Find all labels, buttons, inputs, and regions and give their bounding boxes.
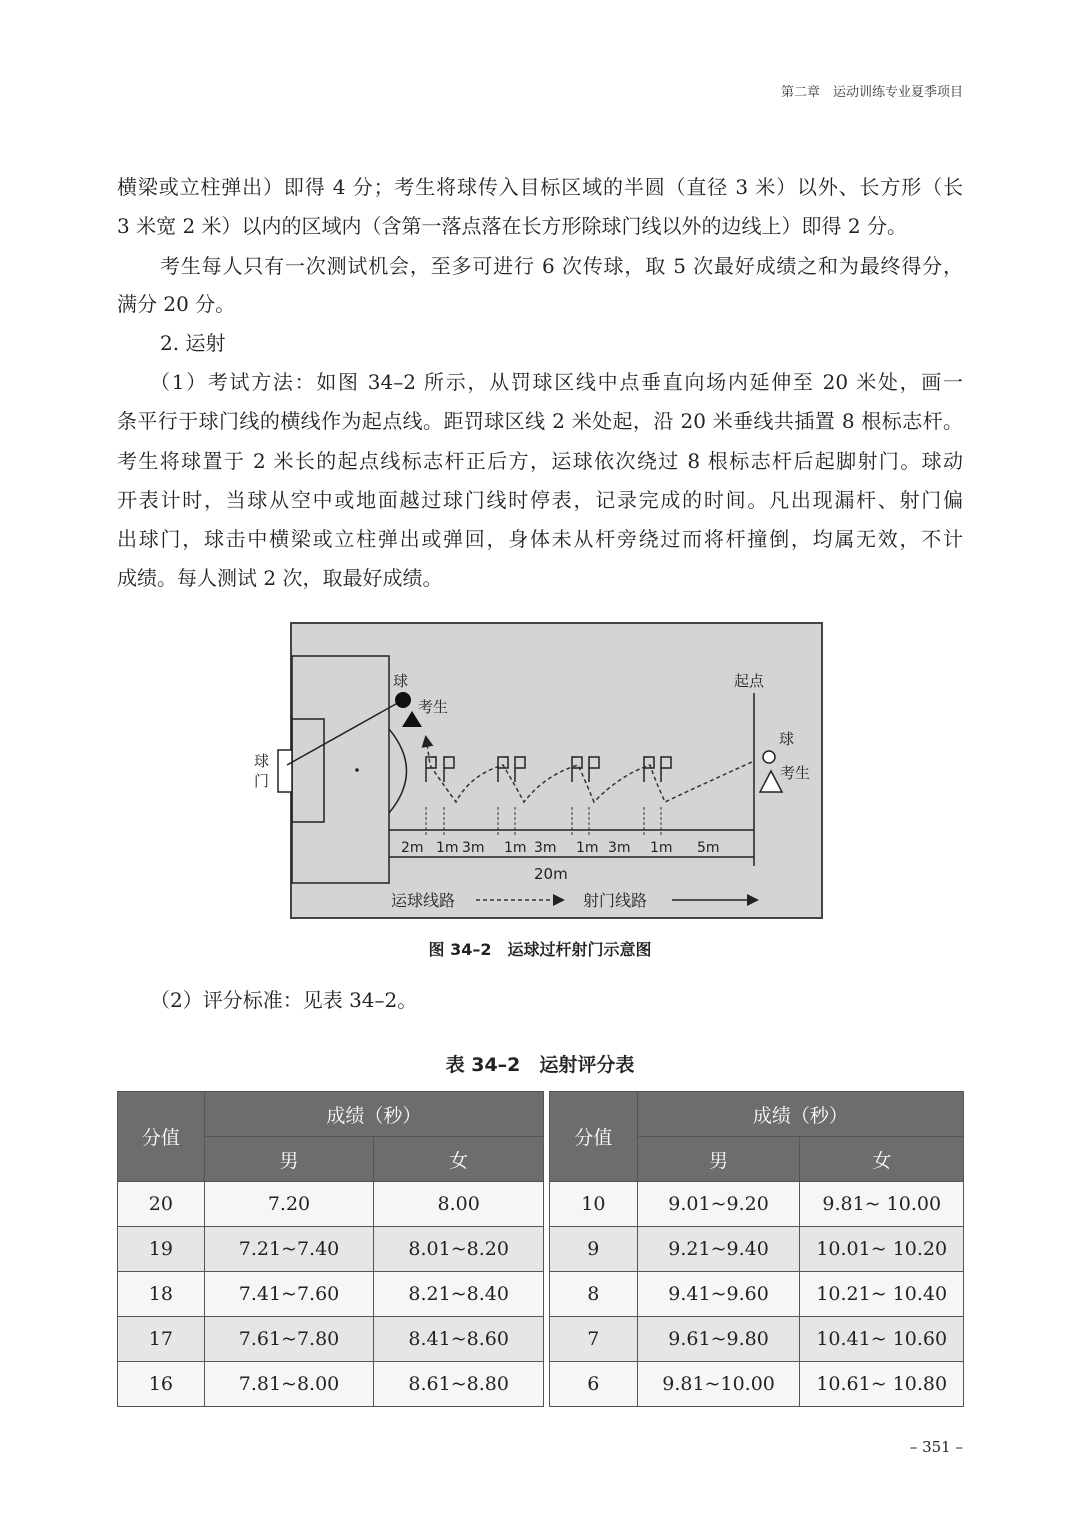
female-cell: 8.21~8.40 [374,1272,544,1317]
segment-label: 1m [504,840,527,856]
female-cell: 10.61~ 10.80 [800,1362,964,1407]
start-ball-label: 球 [779,730,795,748]
score-cell: 19 [118,1227,205,1272]
penalty-spot [355,768,359,772]
text-line: （1）考试方法：如图 34–2 所示，从罚球区线中点垂直向场内延伸至 20 米处，画一 [150,370,963,394]
header-result: 成绩（秒） [204,1092,543,1137]
female-cell: 9.81~ 10.00 [800,1182,964,1227]
female-cell: 10.01~ 10.20 [800,1227,964,1272]
text-line: 成绩。每人测试 2 次，取最好成绩。 [117,566,443,590]
segment-label: 2m [401,840,424,856]
page-number: – 351 – [909,1438,963,1456]
male-cell: 9.61~9.80 [637,1317,800,1362]
male-cell: 7.20 [204,1182,374,1227]
table-row [118,1272,544,1317]
male-cell: 7.61~7.80 [204,1317,374,1362]
text-line: 开表计时，当球从空中或地面越过球门线时停表，记录完成的时间。凡出现漏杆、射门偏 [117,488,963,512]
text-line: 3 米宽 2 米）以内的区域内（含第一落点落在长方形除球门线以外的边线上）即得 2 分。 [117,214,907,238]
start-student-label: 考生 [780,764,811,782]
score-cell: 16 [118,1362,205,1407]
figure-caption: 图 34–2 运球过杆射门示意图 [428,940,652,959]
ball-label: 球 [393,672,409,690]
table-row [118,1227,544,1272]
score-cell: 18 [118,1272,205,1317]
student-label: 考生 [418,698,449,716]
goal [278,750,292,792]
text-line: （2）评分标准：见表 34–2。 [150,988,418,1012]
score-cell: 20 [118,1182,205,1227]
male-cell: 9.81~10.00 [637,1362,800,1407]
table-row [118,1317,544,1362]
header-result: 成绩（秒） [637,1092,963,1137]
male-cell: 9.21~9.40 [637,1227,800,1272]
segment-label: 1m [436,840,459,856]
text-line: 出球门，球击中横梁或立柱弹出或弹回，身体未从杆旁绕过而将杆撞倒，均属无效，不计 [117,527,963,551]
segment-label: 1m [650,840,673,856]
header-male: 男 [637,1137,800,1182]
female-cell: 8.61~8.80 [374,1362,544,1407]
table-title: 表 34–2 运射评分表 [445,1054,635,1076]
text-line: 考生将球置于 2 米长的起点线标志杆正后方，运球依次绕过 8 根标志杆后起脚射门。球动 [117,449,963,473]
score-cell: 10 [550,1182,638,1227]
table-row [550,1317,964,1362]
segment-label: 1m [576,840,599,856]
text-line: 考生每人只有一次测试机会，至多可进行 6 次传球，取 5 次最好成绩之和为最终得分， [160,254,963,278]
legend-shot-label: 射门线路 [583,891,648,910]
segment-label: 3m [462,840,485,856]
female-cell: 8.01~8.20 [374,1227,544,1272]
legend-dribble-label: 运球线路 [391,891,456,910]
table-row [550,1272,964,1317]
female-cell: 8.00 [374,1182,544,1227]
male-cell: 7.21~7.40 [204,1227,374,1272]
text-line: 条平行于球门线的横线作为起点线。距罚球区线 2 米处起，沿 20 米垂线共插置 8 根标志杆。 [117,409,963,433]
table-row [550,1362,964,1407]
score-table-right [549,1091,964,1407]
ball-icon [395,692,411,708]
male-cell: 7.41~7.60 [204,1272,374,1317]
running-header: 第二章 运动训练专业夏季项目 [780,85,963,100]
score-cell: 17 [118,1317,205,1362]
goal-label: 门 [254,772,270,790]
segment-label: 3m [534,840,557,856]
table-row [118,1362,544,1407]
score-table-left [117,1091,544,1407]
header-female: 女 [800,1137,964,1182]
table-row [118,1182,544,1227]
text-line: 横梁或立柱弹出）即得 4 分；考生将球传入目标区域的半圆（直径 3 米）以外、长方形（长 [117,175,963,199]
segment-label: 5m [697,840,720,856]
score-cell: 7 [550,1317,638,1362]
score-cell: 6 [550,1362,638,1407]
male-cell: 7.81~8.00 [204,1362,374,1407]
goal-label: 球 [254,752,270,770]
female-cell: 10.21~ 10.40 [800,1272,964,1317]
male-cell: 9.41~9.60 [637,1272,800,1317]
header-female: 女 [374,1137,544,1182]
total-distance-label: 20m [534,865,568,883]
section-heading: 2. 运射 [160,331,226,355]
score-cell: 9 [550,1227,638,1272]
header-male: 男 [204,1137,374,1182]
segment-label: 3m [608,840,631,856]
text-line: 满分 20 分。 [117,292,236,316]
female-cell: 8.41~8.60 [374,1317,544,1362]
start-label: 起点 [734,672,765,690]
start-ball-icon [763,751,775,763]
score-cell: 8 [550,1272,638,1317]
female-cell: 10.41~ 10.60 [800,1317,964,1362]
table-row [550,1227,964,1272]
header-score: 分值 [550,1092,638,1182]
table-row [550,1182,964,1227]
header-score: 分值 [118,1092,205,1182]
male-cell: 9.01~9.20 [637,1182,800,1227]
